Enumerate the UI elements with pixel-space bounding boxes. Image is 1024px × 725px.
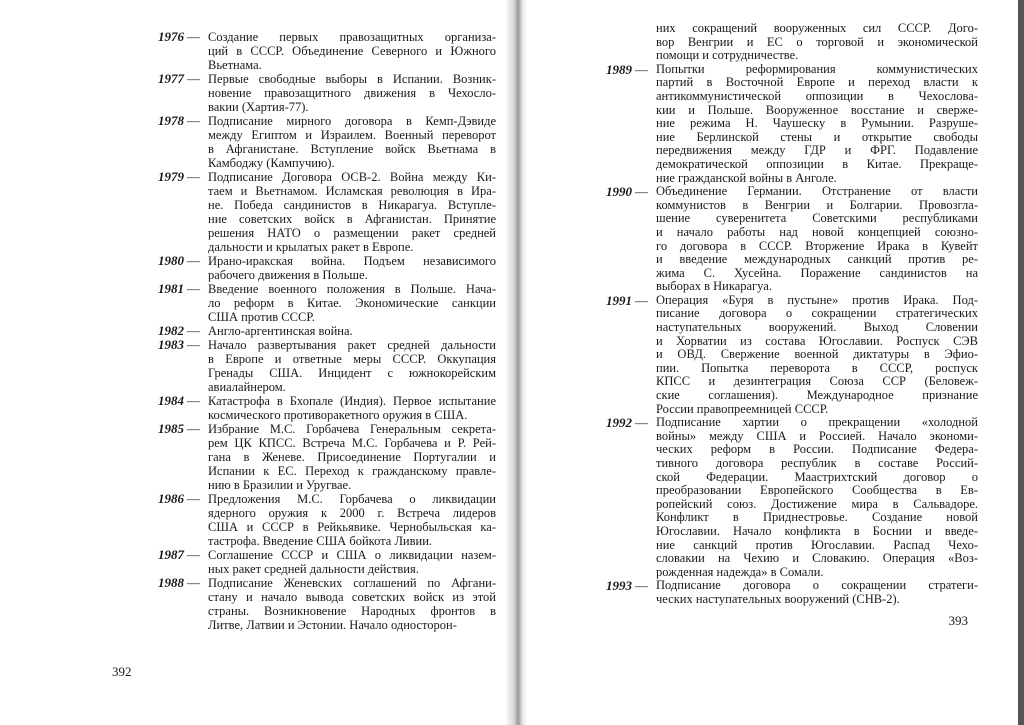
page-number-left: 392	[112, 664, 132, 679]
entry-text-line: ций в СССР. Объединение Северного и Южного	[208, 44, 496, 58]
entry-text-line: и введение международных санкций против ре-	[656, 252, 978, 267]
entry-text-line: и Хорватии из состава Югославии. Роспуск СЭВ	[656, 333, 978, 348]
entry-text-line: ческих наступательных вооружений (СНВ-2).	[656, 591, 900, 606]
year-label: 1990	[606, 184, 632, 200]
entry-text-line: гана в Женеве. Присоединение Португалии и	[208, 450, 496, 464]
chronology-entry	[158, 422, 496, 492]
entry-year	[158, 492, 208, 506]
entry-text-line: выборах в Никарагуа.	[656, 279, 772, 294]
entry-text-line: Конфликт в Приднестровье. Создание новой	[656, 510, 978, 525]
entry-year	[606, 294, 656, 308]
entry-text-line: Объединение Германии. Отстранение от власти	[656, 184, 978, 199]
entry-text-line: Операция «Буря в пустыне» против Ирака. Под-	[656, 292, 978, 307]
entry-text-line: рем ЦК КПСС. Встреча М.С. Горбачева и Р. Рей-	[208, 436, 496, 450]
entry-text	[208, 576, 496, 632]
entry-text-line: и начало работы над новой концепцией союзно-	[656, 224, 978, 239]
entry-text-line: в Афганистане. Вступление войск Вьетнама в	[208, 142, 496, 156]
entry-text-line: ядерного оружия к 2000 г. Встреча лидеров	[208, 506, 496, 520]
entry-text-line: рабочего движения в Польше.	[208, 268, 368, 282]
year-label: 1978	[158, 113, 184, 128]
entry-year	[158, 576, 208, 590]
entry-text	[208, 114, 496, 170]
entry-text	[656, 294, 978, 416]
chronology-entry	[158, 114, 496, 170]
chronology-entry	[158, 254, 496, 282]
entry-text-line: жима С. Хусейна. Поражение сандинистов на	[656, 265, 978, 280]
entry-text-line: Вьетнама.	[208, 58, 262, 72]
right-page-chronology	[606, 22, 978, 629]
year-label: 1992	[606, 415, 632, 431]
entry-year	[606, 185, 656, 199]
entry-text-line: Камбоджу (Кампучию).	[208, 156, 335, 170]
entry-text-line: стану и начало вывода советских войск из этой	[208, 590, 496, 604]
chronology-entry	[158, 324, 496, 338]
entry-text-line: Подписание Женевских соглашений по Афгани-	[208, 576, 496, 590]
entry-year	[158, 422, 208, 436]
chronology-entry	[606, 416, 978, 579]
entry-text-line: Попытки реформирования коммунистических	[656, 61, 978, 76]
em-dash: —	[635, 578, 648, 594]
entry-text-line: шение суверенитета Советскими республиками	[656, 211, 978, 226]
entry-text-line: вор Венгрии и ЕС о торговой и экономической	[656, 34, 978, 49]
em-dash: —	[187, 113, 200, 128]
entry-text-line: ской Федерации. Маастрихтский договор о	[656, 469, 978, 484]
entry-text-line: авиалайнером.	[208, 380, 286, 394]
year-label: 1991	[606, 292, 632, 308]
entry-text-line: Англо-аргентинская война.	[208, 324, 353, 338]
entry-text	[208, 548, 496, 576]
entry-text-line: России правопреемницей СССР.	[656, 401, 829, 416]
entry-text-line: Югославии. Начало конфликта в Боснии и введе-	[656, 523, 978, 538]
chronology-entry	[158, 30, 496, 72]
entry-text-line: ропейский союз. Достижение мира в Сальвадоре.	[656, 496, 978, 511]
entry-text	[656, 579, 978, 606]
chronology-entry	[158, 282, 496, 324]
chronology-entry	[158, 170, 496, 254]
entry-text-line: новение правозащитного движения в Чехосло-	[208, 86, 496, 100]
em-dash: —	[187, 253, 200, 268]
entry-text-line: ские соглашения). Международное признание	[656, 388, 978, 403]
year-label: 1983	[158, 337, 184, 352]
entry-text-line: словакии на Чехию и Словакию. Операция «Воз-	[656, 551, 978, 566]
entry-text-line: Соглашение СССР и США о ликвидации назем-	[208, 548, 496, 562]
year-label: 1985	[158, 421, 184, 436]
em-dash: —	[187, 421, 200, 436]
entry-text-line: дальности и крылатых ракет в Европе.	[208, 240, 414, 254]
entry-year	[606, 579, 656, 593]
year-label: 1993	[606, 578, 632, 594]
chronology-entry	[158, 576, 496, 632]
entry-text	[208, 324, 496, 338]
entry-year	[158, 394, 208, 408]
entry-continuation	[606, 22, 978, 63]
entry-text	[656, 63, 978, 185]
entry-text-line: США против СССР.	[208, 310, 315, 324]
em-dash: —	[187, 547, 200, 562]
em-dash: —	[187, 29, 200, 44]
entry-year	[158, 338, 208, 352]
entry-text	[656, 416, 978, 579]
entry-text-line: антикоммунистической оппозиции в Чехослова-	[656, 88, 978, 103]
entry-text-line: Первые свободные выборы в Испании. Возник-	[208, 72, 496, 86]
entry-year	[158, 114, 208, 128]
entry-text	[208, 282, 496, 324]
entry-text-line: ческих реформ в России. Подписание Федера-	[656, 442, 978, 457]
year-label: 1981	[158, 281, 184, 296]
entry-text-line: демократической оппозиции в Китае. Прекраще-	[656, 156, 978, 171]
year-label: 1986	[158, 491, 184, 506]
year-label: 1979	[158, 169, 184, 184]
entry-text-line: Испании к ЕС. Переход к гражданскому правле-	[208, 464, 496, 478]
entry-year	[158, 72, 208, 86]
entry-text	[208, 492, 496, 548]
entry-text-line: ных ракет средней дальности действия.	[208, 562, 419, 576]
entry-text-line: и ОВД. Свержение военной диктатуры в Эфио-	[656, 347, 978, 362]
entry-text-line: коммунистов в Венгрии и Болгарии. Провозгла-	[656, 197, 978, 212]
entry-text-line: преобразовании Европейского Сообщества в Ев-	[656, 483, 978, 498]
em-dash: —	[187, 393, 200, 408]
entry-text-line: космического противоракетного оружия в США.	[208, 408, 468, 422]
entry-text-line: КПСС и дезинтеграция Союза ССР (Беловеж-	[656, 374, 978, 389]
entry-text-line: страны. Возникновение Народных фронтов в	[208, 604, 496, 618]
entry-year	[158, 170, 208, 184]
entry-text-line: Катастрофа в Бхопале (Индия). Первое испытание	[208, 394, 496, 408]
entry-text-line: тивного договора республик в составе Россий-	[656, 456, 978, 470]
entry-text	[208, 338, 496, 394]
entry-text	[656, 185, 978, 294]
chronology-entry	[158, 394, 496, 422]
chronology-entry	[606, 579, 978, 606]
entry-text-line: наступательных вооружений. Выход Словении	[656, 320, 978, 335]
entry-text	[208, 254, 496, 282]
book-gutter-shadow	[505, 0, 527, 725]
entry-text-line: таем и Вьетнамом. Исламская революция в Ира-	[208, 184, 496, 198]
right-page-entries	[606, 22, 978, 607]
entry-year	[158, 324, 208, 338]
em-dash: —	[187, 575, 200, 590]
entry-text-line: Начало развертывания ракет средней дальности	[208, 338, 496, 352]
entry-text-line: вакии (Хартия-77).	[208, 100, 309, 114]
year-label: 1989	[606, 61, 632, 77]
em-dash: —	[635, 61, 648, 77]
entry-text	[208, 170, 496, 254]
em-dash: —	[635, 415, 648, 431]
entry-text-line: ние гражданской войны в Анголе.	[656, 170, 837, 185]
entry-text-line: между Египтом и Израилем. Военный переворот	[208, 128, 496, 142]
em-dash: —	[635, 184, 648, 200]
em-dash: —	[635, 292, 648, 308]
entry-year	[606, 416, 656, 430]
chronology-entry	[158, 72, 496, 114]
entry-text-line: кии и Польше. Вооруженное восстание и сверже-	[656, 102, 978, 117]
entry-text	[208, 30, 496, 72]
entry-text	[208, 394, 496, 422]
year-label: 1987	[158, 547, 184, 562]
entry-year	[606, 63, 656, 77]
year-label: 1988	[158, 575, 184, 590]
em-dash: —	[187, 281, 200, 296]
entry-text-line: Подписание Договора ОСВ-2. Война между Ки-	[208, 170, 496, 184]
em-dash: —	[187, 491, 200, 506]
entry-text-line: передвижения между ГДР и ФРГ. Подавление	[656, 143, 978, 158]
entry-text-line: тастрофа. Введение США бойкота Ливии.	[208, 534, 433, 548]
entry-text-line: войны» между США и Россией. Начало экономи-	[656, 428, 978, 443]
chronology-entry	[606, 185, 978, 294]
entry-text-line: Подписание хартии о прекращении «холодной	[656, 415, 978, 430]
entry-text-line: рожденная надежда» в Сомали.	[656, 564, 824, 579]
entry-text-line: не. Победа сандинистов в Никарагуа. Вступле-	[208, 198, 496, 212]
entry-text	[208, 72, 496, 114]
em-dash: —	[187, 71, 200, 86]
entry-text-line: Подписание договора о сокращении стратеги-	[656, 578, 978, 593]
entry-text-line: ло реформ в Китае. Экономические санкции	[208, 296, 496, 310]
em-dash: —	[187, 169, 200, 184]
entry-text-line: го договора в СССР. Вторжение Ирака в Кувейт	[656, 238, 978, 253]
entry-text-line: пии. Попытка переворота в СССР, роспуск	[656, 360, 978, 375]
entry-year	[158, 548, 208, 562]
entry-text-line: ние советских войск в Афганистан. Принятие	[208, 212, 496, 226]
chronology-entry	[158, 492, 496, 548]
year-label: 1980	[158, 253, 184, 268]
chronology-entry	[158, 548, 496, 576]
year-label: 1984	[158, 393, 184, 408]
em-dash: —	[187, 323, 200, 338]
entry-text-line: Создание первых правозащитных организа-	[208, 30, 496, 44]
entry-text	[656, 22, 978, 63]
entry-text-line: Подписание мирного договора в Кемп-Дэвиде	[208, 114, 496, 128]
entry-text-line: Гренады США. Инцидент с южнокорейским	[208, 366, 496, 380]
entry-text-line: в Европе и ответные меры СССР. Оккупация	[208, 352, 496, 366]
em-dash: —	[187, 337, 200, 352]
entry-text-line: нию в Бразилии и Уругвае.	[208, 478, 352, 492]
entry-text-line: писание договора о сокращении стратегических	[656, 306, 978, 321]
year-label: 1977	[158, 71, 184, 86]
page-edge	[1018, 0, 1024, 725]
entry-text-line: Введение военного положения в Польше. Нача-	[208, 282, 496, 296]
entry-text-line: Ирано-иракская война. Подъем независимого	[208, 254, 496, 268]
entry-text-line: ние санкций против Югославии. Распад Чехо-	[656, 537, 978, 552]
entry-text-line: Литве, Латвии и Эстонии. Начало односторон-	[208, 618, 457, 632]
left-page-chronology	[158, 30, 496, 632]
year-label: 1982	[158, 323, 184, 338]
entry-text-line: них сокращений вооруженных сил СССР. Дого-	[656, 21, 978, 35]
year-label: 1976	[158, 29, 184, 44]
entry-text-line: ние Берлинской стены и открытие свободы	[656, 129, 978, 144]
entry-text-line: ние режима Н. Чаушеску в Румынии. Разруше-	[656, 116, 978, 131]
entry-text	[208, 422, 496, 492]
entry-year	[158, 282, 208, 296]
page-number-right: 393	[948, 612, 968, 628]
entry-text-line: Предложения М.С. Горбачева о ликвидации	[208, 492, 496, 506]
entry-text-line: США и СССР в Рейкьявике. Чернобыльская ка-	[208, 520, 496, 534]
entry-text-line: партий в Восточной Европе и переход власти к	[656, 75, 978, 90]
entry-year	[158, 254, 208, 268]
entry-text-line: помощи и сотрудничестве.	[656, 48, 799, 63]
chronology-entry	[606, 294, 978, 416]
entry-text-line: решения НАТО о размещении ракет средней	[208, 226, 496, 240]
chronology-entry	[606, 63, 978, 185]
entry-text-line: Избрание М.С. Горбачева Генеральным секрета-	[208, 422, 496, 436]
chronology-entry	[158, 338, 496, 394]
entry-year	[158, 30, 208, 44]
